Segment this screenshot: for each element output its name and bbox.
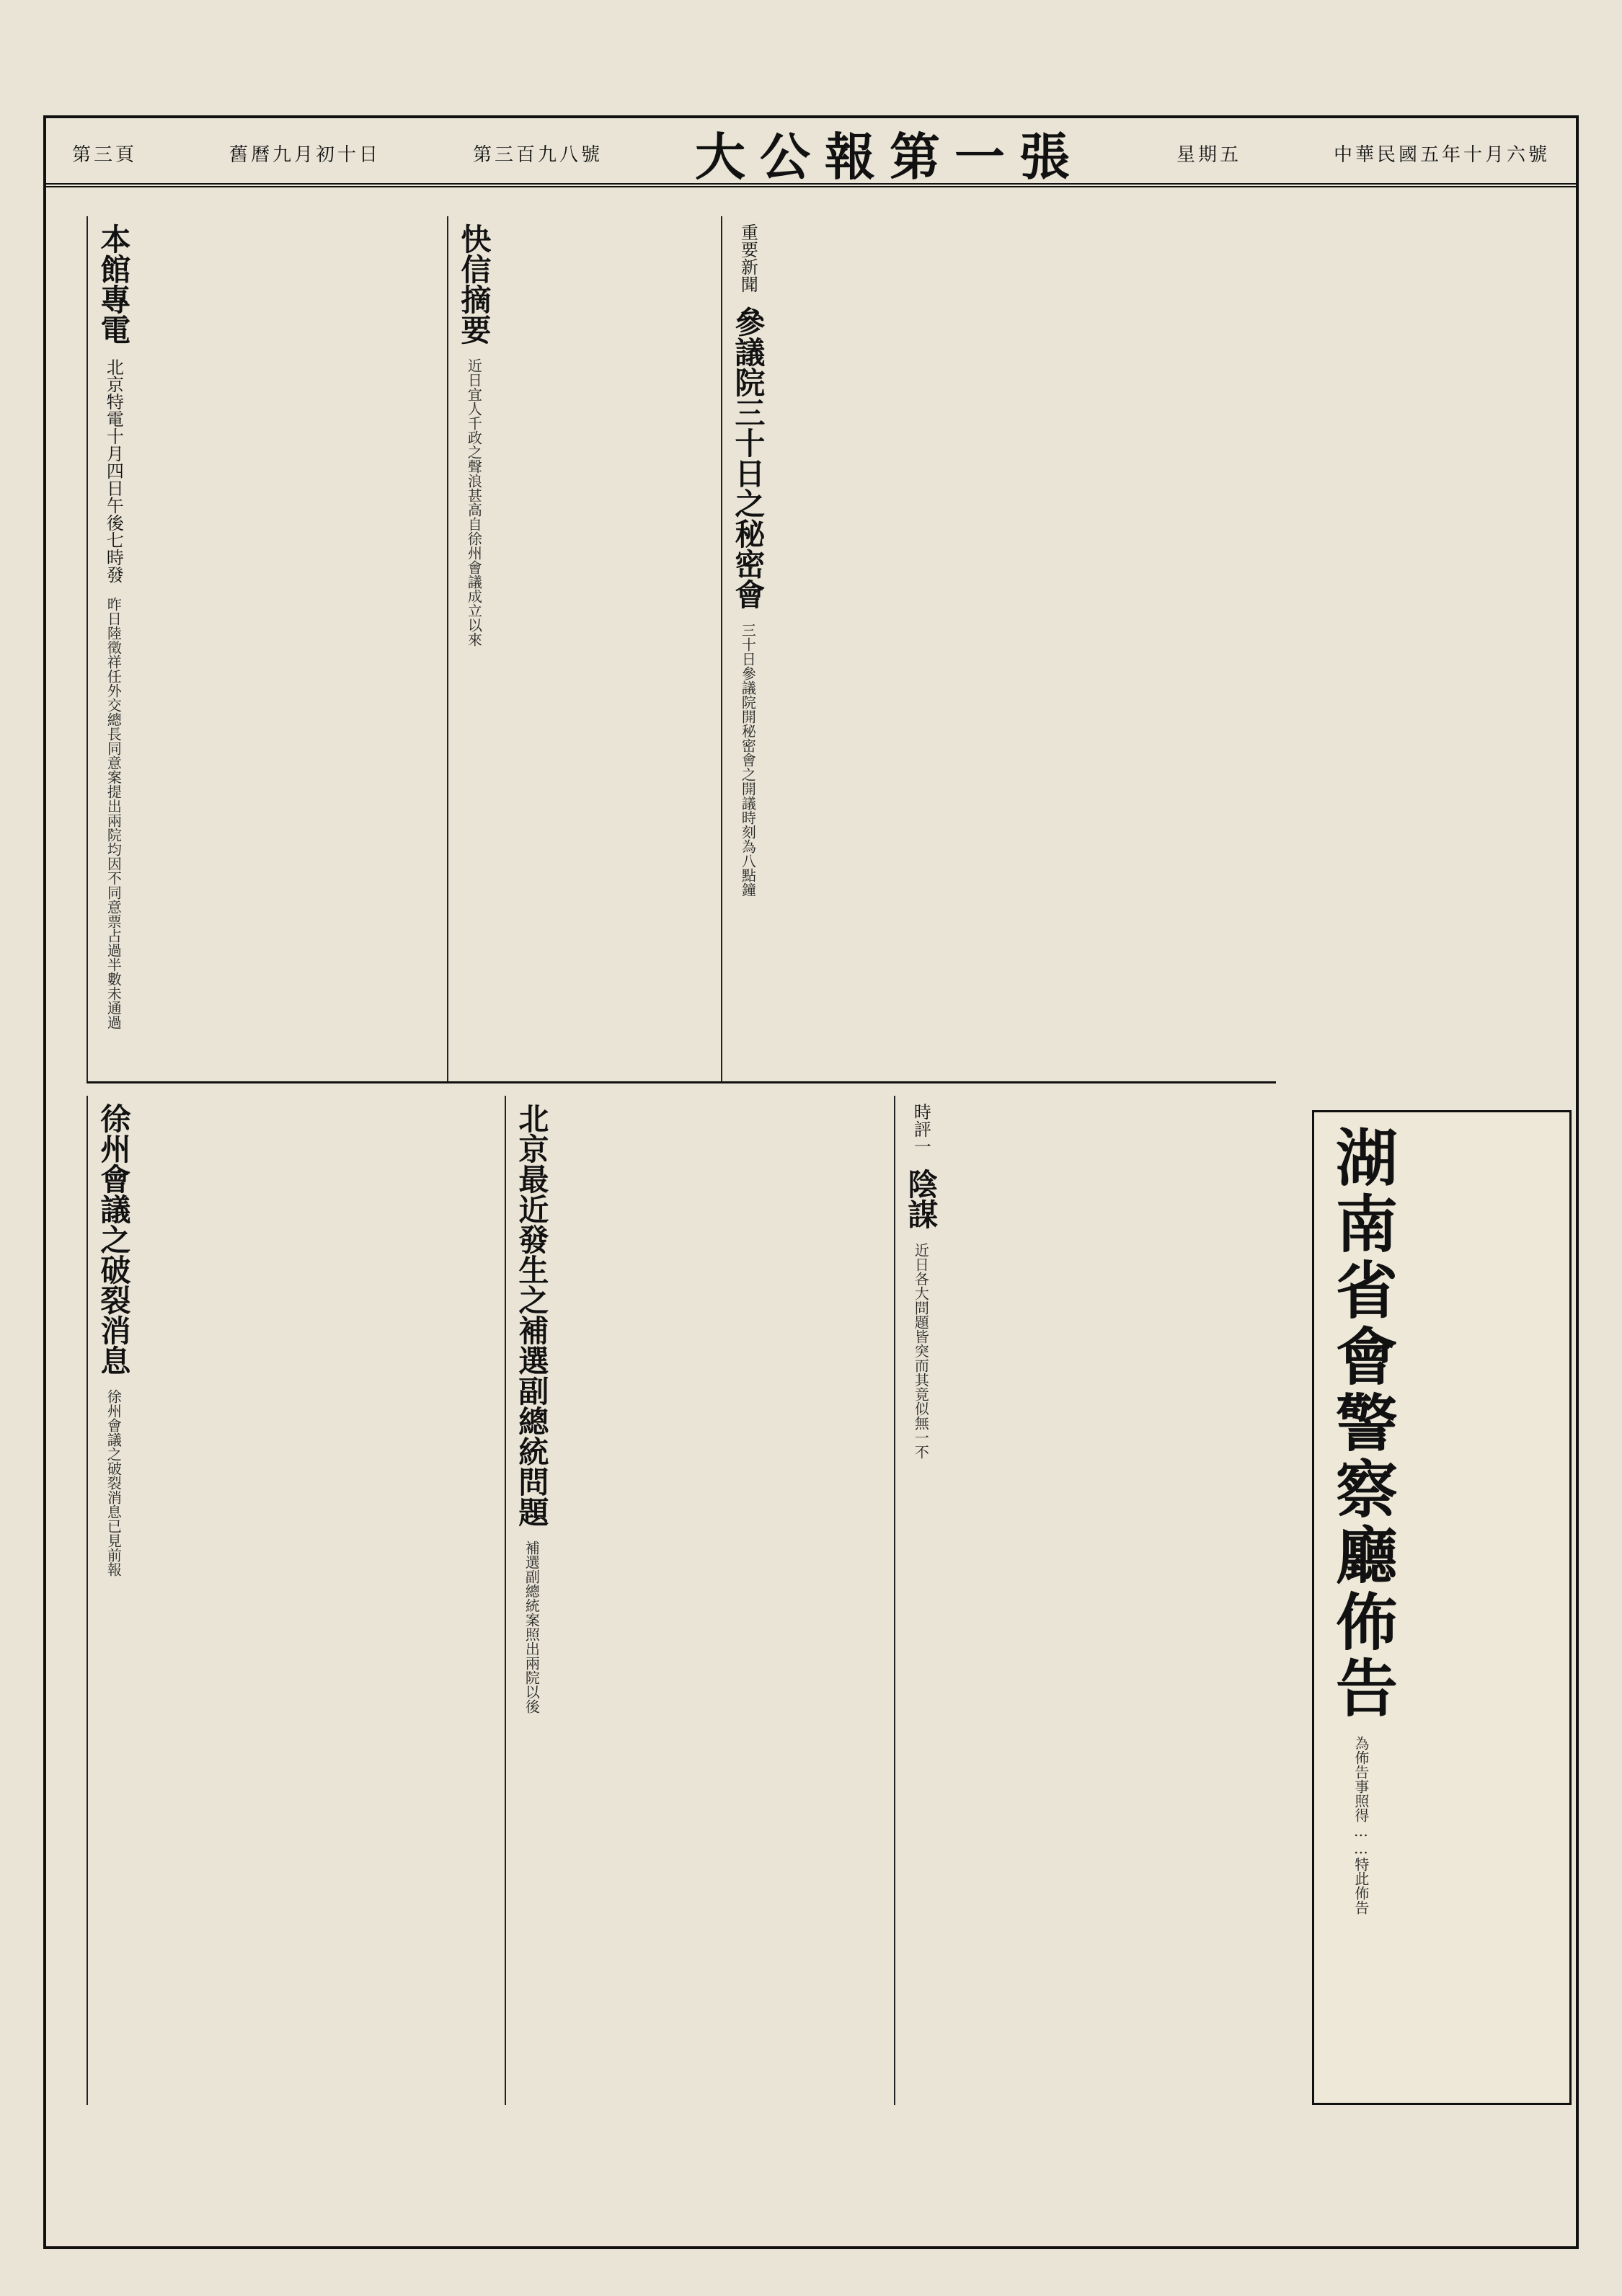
section-telegram bbox=[87, 216, 433, 1081]
newspaper-title: 大公報第一張 bbox=[695, 126, 1084, 187]
section-body: 補選副總統案照出兩院以後 bbox=[523, 1541, 541, 1714]
weekday: 星期五 bbox=[1176, 143, 1241, 166]
section-body: 徐州會議之破裂消息已見前報 bbox=[105, 1389, 123, 1577]
masthead bbox=[43, 123, 1579, 187]
section-body: 昨日陸徵祥任外交總長同意案提出兩院均因不同意票占過半數未通過 bbox=[105, 597, 123, 1029]
page-number: 第三頁 bbox=[72, 143, 138, 166]
issue-number: 第三百九八號 bbox=[473, 143, 603, 166]
lunar-date: 舊曆九月初十日 bbox=[229, 143, 381, 166]
section-commentary bbox=[894, 1096, 1269, 2105]
section-subheadline: 重要新聞 bbox=[737, 223, 758, 293]
notice-title: 湖南省會警察廳佈告 bbox=[1324, 1125, 1398, 1722]
section-xuzhou bbox=[87, 1096, 490, 2105]
section-senate-secret-meeting bbox=[721, 216, 1096, 1081]
section-subheadline: 時評一 bbox=[910, 1103, 931, 1155]
horizontal-rule bbox=[87, 1081, 1276, 1083]
section-quick-news bbox=[447, 216, 706, 1081]
police-notice bbox=[1312, 1110, 1572, 2105]
section-body: 近日各大問題皆突而其竟似無一不 bbox=[912, 1243, 930, 1459]
section-headline: 參議院三十日之秘密會 bbox=[730, 306, 766, 609]
section-headline: 徐州會議之破裂消息 bbox=[96, 1103, 132, 1375]
notice-body: 為佈告事照得……特此佈告 bbox=[1352, 1736, 1370, 1915]
section-headline: 本館專電 bbox=[96, 223, 132, 345]
republic-date: 中華民國五年十月六號 bbox=[1333, 143, 1550, 166]
section-vice-president bbox=[505, 1096, 879, 2105]
section-body: 三十日參議院開秘密會之開議時刻為八點鐘 bbox=[739, 623, 757, 897]
section-headline: 快信摘要 bbox=[456, 223, 492, 345]
section-subheadline: 北京特電十月四日午後七時發 bbox=[103, 358, 124, 583]
section-body: 近日宜人千政之聲浪甚高自徐州會議成立以來 bbox=[465, 358, 483, 647]
section-headline: 陰謀 bbox=[903, 1169, 939, 1229]
section-headline: 北京最近發生之補選副總統問題 bbox=[514, 1103, 550, 1527]
